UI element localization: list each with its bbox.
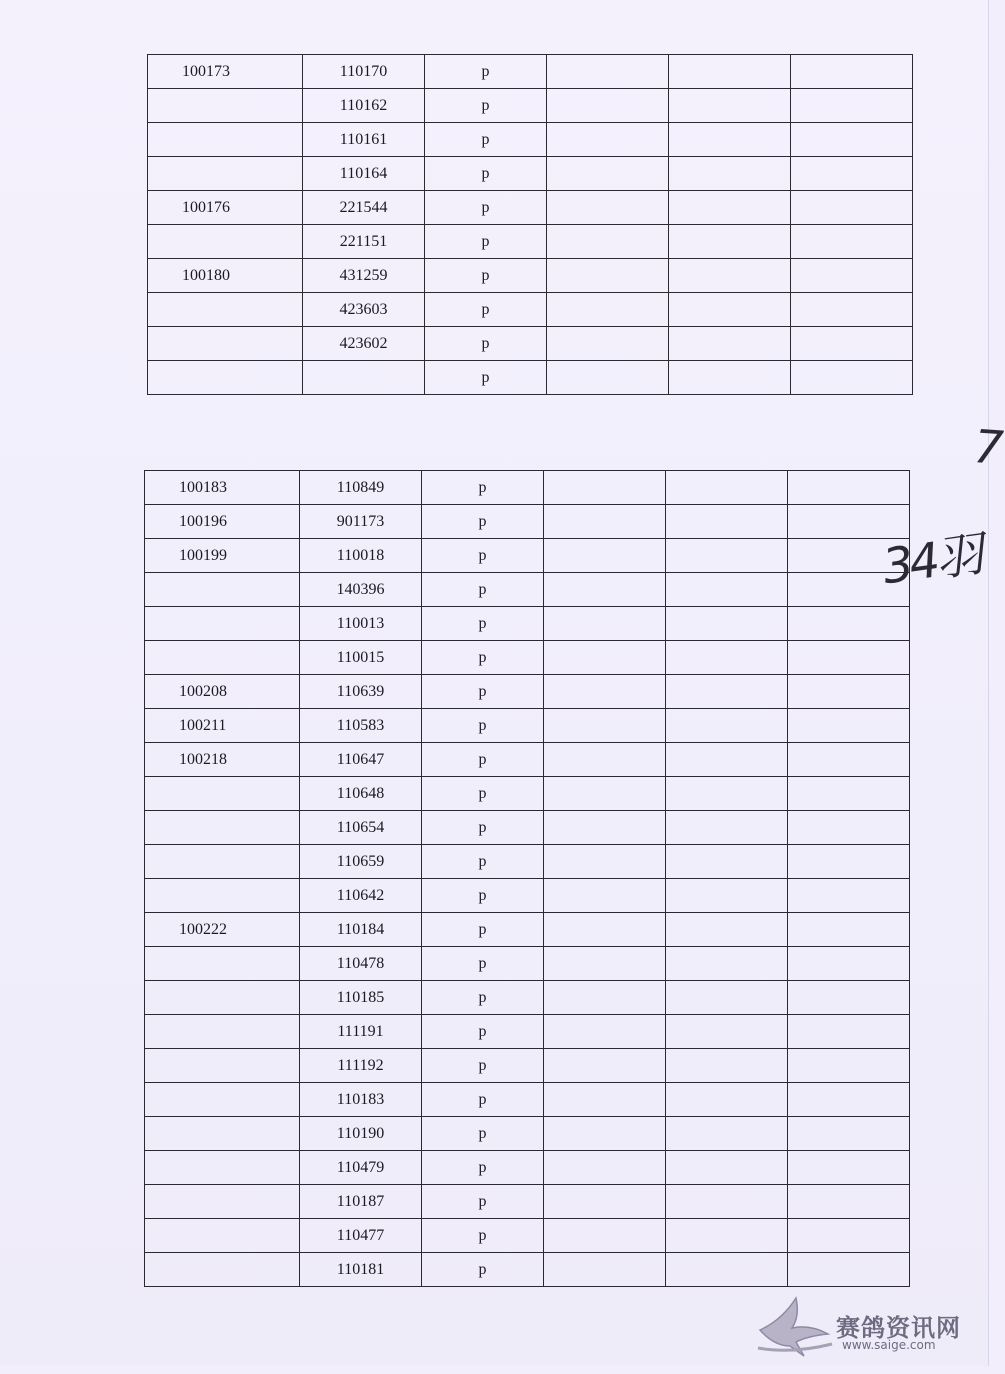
table-cell-col2: 110849: [300, 471, 422, 505]
table-row: [145, 1185, 910, 1219]
table-cell-col2: 110181: [300, 1253, 422, 1287]
table-cell-col5: [669, 361, 791, 395]
table-cell-col4: [544, 1185, 666, 1219]
table-cell-col4: [544, 1117, 666, 1151]
table-cell-col3: p: [422, 947, 544, 981]
table-row: [145, 709, 910, 743]
table-cell-col1: [145, 845, 300, 879]
table-cell-col2: 431259: [303, 259, 425, 293]
table-row: [148, 191, 913, 225]
table-cell-col3: p: [425, 55, 547, 89]
table-cell-col5: [666, 981, 788, 1015]
table-cell-col2: 423602: [303, 327, 425, 361]
table-cell-col4: [544, 913, 666, 947]
table-cell-col6: [788, 811, 910, 845]
table-cell-col6: [788, 641, 910, 675]
table-cell-col4: [544, 947, 666, 981]
table-cell-col1: [145, 1015, 300, 1049]
table-cell-col2: 111191: [300, 1015, 422, 1049]
table-cell-col5: [666, 505, 788, 539]
table-cell-col2: 110639: [300, 675, 422, 709]
table-cell-col2: 110018: [300, 539, 422, 573]
table-cell-col5: [666, 1083, 788, 1117]
table-cell-col6: [791, 191, 913, 225]
table-cell-col6: [788, 1049, 910, 1083]
table-cell-col2: 110190: [300, 1117, 422, 1151]
table-cell-col1: [145, 777, 300, 811]
table-cell-col4: [544, 845, 666, 879]
table-row: [145, 573, 910, 607]
table-top-body: [148, 55, 913, 395]
table-cell-col5: [666, 879, 788, 913]
table-cell-col6: [791, 361, 913, 395]
table-cell-col3: p: [422, 641, 544, 675]
table-cell-col3: p: [422, 743, 544, 777]
table-cell-col1: [145, 1117, 300, 1151]
table-cell-col1: [148, 123, 303, 157]
table-cell-col3: p: [425, 327, 547, 361]
table-row: [145, 1049, 910, 1083]
table-cell-col2: 901173: [300, 505, 422, 539]
table-cell-col6: [791, 55, 913, 89]
table-cell-col5: [666, 641, 788, 675]
table-cell-col6: [788, 1185, 910, 1219]
table-cell-col2: 140396: [300, 573, 422, 607]
table-row: [148, 327, 913, 361]
table-cell-col3: p: [425, 157, 547, 191]
table-cell-col6: [791, 327, 913, 361]
table-cell-col2: 110013: [300, 607, 422, 641]
table-cell-col5: [666, 573, 788, 607]
table-row: [145, 471, 910, 505]
table-cell-col4: [547, 225, 669, 259]
table-cell-col1: [145, 1185, 300, 1219]
table-cell-col1: [148, 293, 303, 327]
table-cell-col5: [669, 259, 791, 293]
table-cell-col5: [666, 675, 788, 709]
table-cell-col5: [669, 327, 791, 361]
table-row: [145, 1015, 910, 1049]
table-cell-col2: 110015: [300, 641, 422, 675]
table-cell-col2: 110478: [300, 947, 422, 981]
table-cell-col1: 100176: [148, 191, 303, 225]
table-row: [145, 1253, 910, 1287]
table-cell-col2: 110164: [303, 157, 425, 191]
table-cell-col4: [544, 1151, 666, 1185]
table-cell-col6: [788, 1219, 910, 1253]
table-row: [145, 1117, 910, 1151]
table-cell-col2: 221151: [303, 225, 425, 259]
table-cell-col5: [669, 123, 791, 157]
table-cell-col4: [544, 505, 666, 539]
table-cell-col1: [145, 1083, 300, 1117]
table-cell-col1: [145, 641, 300, 675]
table-cell-col6: [791, 123, 913, 157]
table-bottom: [144, 470, 910, 1287]
watermark-site-name: 赛鸽资讯网: [836, 1314, 961, 1342]
table-cell-col5: [666, 913, 788, 947]
table-cell-col1: [148, 89, 303, 123]
table-row: [145, 1219, 910, 1253]
table-cell-col1: [148, 157, 303, 191]
table-cell-col3: p: [422, 1083, 544, 1117]
table-cell-col3: p: [425, 191, 547, 225]
table-cell-col4: [544, 1049, 666, 1083]
table-cell-col5: [666, 811, 788, 845]
table-cell-col1: [145, 573, 300, 607]
table-cell-col5: [666, 1015, 788, 1049]
table-cell-col1: [148, 327, 303, 361]
table-cell-col4: [544, 1083, 666, 1117]
table-cell-col3: p: [422, 879, 544, 913]
table-cell-col5: [666, 709, 788, 743]
table-cell-col1: 100222: [145, 913, 300, 947]
table-cell-col4: [547, 293, 669, 327]
table-row: [148, 123, 913, 157]
table-cell-col4: [544, 879, 666, 913]
table-cell-col5: [666, 947, 788, 981]
table-cell-col3: p: [422, 913, 544, 947]
table-cell-col3: p: [422, 607, 544, 641]
table-cell-col1: [145, 811, 300, 845]
table-row: [145, 811, 910, 845]
table-cell-col1: 100199: [145, 539, 300, 573]
table-row: [148, 259, 913, 293]
table-row: [148, 89, 913, 123]
table-cell-col2: 221544: [303, 191, 425, 225]
table-cell-col4: [544, 1219, 666, 1253]
table-row: [145, 947, 910, 981]
table-row: [148, 157, 913, 191]
table-row: [145, 1151, 910, 1185]
table-cell-col2: 110659: [300, 845, 422, 879]
table-cell-col4: [547, 157, 669, 191]
table-row: [148, 293, 913, 327]
table-cell-col5: [666, 1253, 788, 1287]
table-cell-col3: p: [425, 361, 547, 395]
table-cell-col5: [666, 743, 788, 777]
table-cell-col1: [145, 1219, 300, 1253]
table-cell-col5: [669, 225, 791, 259]
table-cell-col2: 110583: [300, 709, 422, 743]
table-cell-col6: [788, 1015, 910, 1049]
table-cell-col1: [148, 225, 303, 259]
table-cell-col4: [544, 1253, 666, 1287]
table-cell-col5: [666, 1219, 788, 1253]
watermark-url: www.saige.com: [842, 1338, 936, 1352]
table-cell-col2: 110161: [303, 123, 425, 157]
table-cell-col4: [544, 539, 666, 573]
table-cell-col3: p: [422, 981, 544, 1015]
table-cell-col1: [145, 1151, 300, 1185]
table-cell-col2: 110187: [300, 1185, 422, 1219]
table-cell-col4: [544, 573, 666, 607]
table-cell-col3: p: [422, 845, 544, 879]
table-cell-col6: [791, 293, 913, 327]
table-cell-col1: [145, 1253, 300, 1287]
handwritten-mark: 7: [972, 419, 1005, 475]
table-cell-col5: [669, 191, 791, 225]
table-cell-col3: p: [425, 225, 547, 259]
table-cell-col6: [788, 709, 910, 743]
table-cell-col4: [547, 123, 669, 157]
table-cell-col3: p: [425, 123, 547, 157]
pigeon-logo-icon: [752, 1290, 836, 1360]
table-cell-col4: [547, 361, 669, 395]
table-row: [145, 607, 910, 641]
handwritten-count: 34羽: [879, 526, 984, 596]
table-cell-col1: 100173: [148, 55, 303, 89]
table-cell-col2: 423603: [303, 293, 425, 327]
table-cell-col5: [669, 55, 791, 89]
table-cell-col3: p: [422, 811, 544, 845]
table-cell-col6: [788, 471, 910, 505]
table-row: [145, 879, 910, 913]
table-row: [145, 743, 910, 777]
table-cell-col3: p: [425, 259, 547, 293]
table-row: [145, 845, 910, 879]
table-cell-col6: [791, 157, 913, 191]
table-cell-col6: [788, 1253, 910, 1287]
table-cell-col3: p: [422, 709, 544, 743]
table-cell-col4: [544, 743, 666, 777]
table-row: [145, 675, 910, 709]
table-bottom-body: [145, 471, 910, 1287]
table-cell-col3: p: [422, 777, 544, 811]
table-cell-col4: [544, 811, 666, 845]
table-row: [145, 641, 910, 675]
table-cell-col2: 110479: [300, 1151, 422, 1185]
table-cell-col2: 110184: [300, 913, 422, 947]
table-row: [145, 539, 910, 573]
table-cell-col4: [544, 777, 666, 811]
table-cell-col2: 110477: [300, 1219, 422, 1253]
table-cell-col3: p: [422, 505, 544, 539]
table-cell-col1: 100183: [145, 471, 300, 505]
table-cell-col4: [544, 981, 666, 1015]
table-cell-col5: [666, 607, 788, 641]
table-cell-col5: [669, 89, 791, 123]
table-cell-col3: p: [422, 471, 544, 505]
table-cell-col4: [544, 607, 666, 641]
table-cell-col1: 100180: [148, 259, 303, 293]
table-cell-col2: 110654: [300, 811, 422, 845]
table-cell-col6: [788, 1117, 910, 1151]
table-cell-col5: [669, 293, 791, 327]
table-cell-col6: [788, 879, 910, 913]
table-cell-col1: [145, 981, 300, 1015]
table-cell-col3: p: [422, 1015, 544, 1049]
table-cell-col5: [666, 539, 788, 573]
table-cell-col3: p: [425, 293, 547, 327]
table-cell-col3: p: [422, 1219, 544, 1253]
table-cell-col6: [791, 225, 913, 259]
table-cell-col6: [788, 1083, 910, 1117]
table-cell-col1: [145, 607, 300, 641]
table-cell-col6: [788, 607, 910, 641]
table-row: [145, 777, 910, 811]
table-cell-col5: [666, 1117, 788, 1151]
table-cell-col3: p: [422, 573, 544, 607]
table-row: [148, 225, 913, 259]
table-cell-col6: [791, 259, 913, 293]
table-cell-col4: [544, 1015, 666, 1049]
table-cell-col3: p: [422, 1185, 544, 1219]
table-cell-col2: 110642: [300, 879, 422, 913]
table-cell-col3: p: [422, 1117, 544, 1151]
table-row: [148, 361, 913, 395]
table-cell-col3: p: [422, 1049, 544, 1083]
table-cell-col1: [145, 947, 300, 981]
table-cell-col1: 100218: [145, 743, 300, 777]
table-cell-col5: [666, 1151, 788, 1185]
table-cell-col1: 100208: [145, 675, 300, 709]
table-cell-col2: 110647: [300, 743, 422, 777]
table-cell-col6: [788, 1151, 910, 1185]
table-row: [145, 1083, 910, 1117]
table-cell-col3: p: [422, 1151, 544, 1185]
table-cell-col3: p: [422, 675, 544, 709]
table-cell-col5: [666, 471, 788, 505]
table-row: [148, 55, 913, 89]
table-row: [145, 505, 910, 539]
table-cell-col5: [666, 1049, 788, 1083]
table-row: [145, 981, 910, 1015]
table-cell-col4: [547, 259, 669, 293]
table-cell-col1: 100196: [145, 505, 300, 539]
table-cell-col3: p: [422, 1253, 544, 1287]
table-cell-col1: [145, 1049, 300, 1083]
table-cell-col1: [145, 879, 300, 913]
table-cell-col5: [669, 157, 791, 191]
table-cell-col1: [148, 361, 303, 395]
table-cell-col6: [788, 675, 910, 709]
table-cell-col4: [547, 89, 669, 123]
table-cell-col4: [547, 191, 669, 225]
table-cell-col2: 110162: [303, 89, 425, 123]
table-cell-col3: p: [422, 539, 544, 573]
table-cell-col2: 111192: [300, 1049, 422, 1083]
watermark: [752, 1290, 962, 1360]
table-cell-col1: 100211: [145, 709, 300, 743]
table-cell-col6: [788, 981, 910, 1015]
table-cell-col6: [788, 743, 910, 777]
table-cell-col3: p: [425, 89, 547, 123]
table-cell-col2: 110170: [303, 55, 425, 89]
table-cell-col6: [788, 845, 910, 879]
table-top: [147, 54, 913, 395]
table-cell-col6: [788, 913, 910, 947]
table-cell-col4: [547, 327, 669, 361]
table-cell-col5: [666, 1185, 788, 1219]
table-cell-col4: [544, 675, 666, 709]
table-cell-col4: [544, 709, 666, 743]
table-cell-col4: [547, 55, 669, 89]
table-cell-col5: [666, 845, 788, 879]
table-cell-col2: 110185: [300, 981, 422, 1015]
table-cell-col6: [788, 947, 910, 981]
table-cell-col4: [544, 471, 666, 505]
table-cell-col5: [666, 777, 788, 811]
table-cell-col6: [788, 777, 910, 811]
table-cell-col2: 110648: [300, 777, 422, 811]
table-row: [145, 913, 910, 947]
table-cell-col2: [303, 361, 425, 395]
table-cell-col4: [544, 641, 666, 675]
table-cell-col6: [791, 89, 913, 123]
table-cell-col2: 110183: [300, 1083, 422, 1117]
